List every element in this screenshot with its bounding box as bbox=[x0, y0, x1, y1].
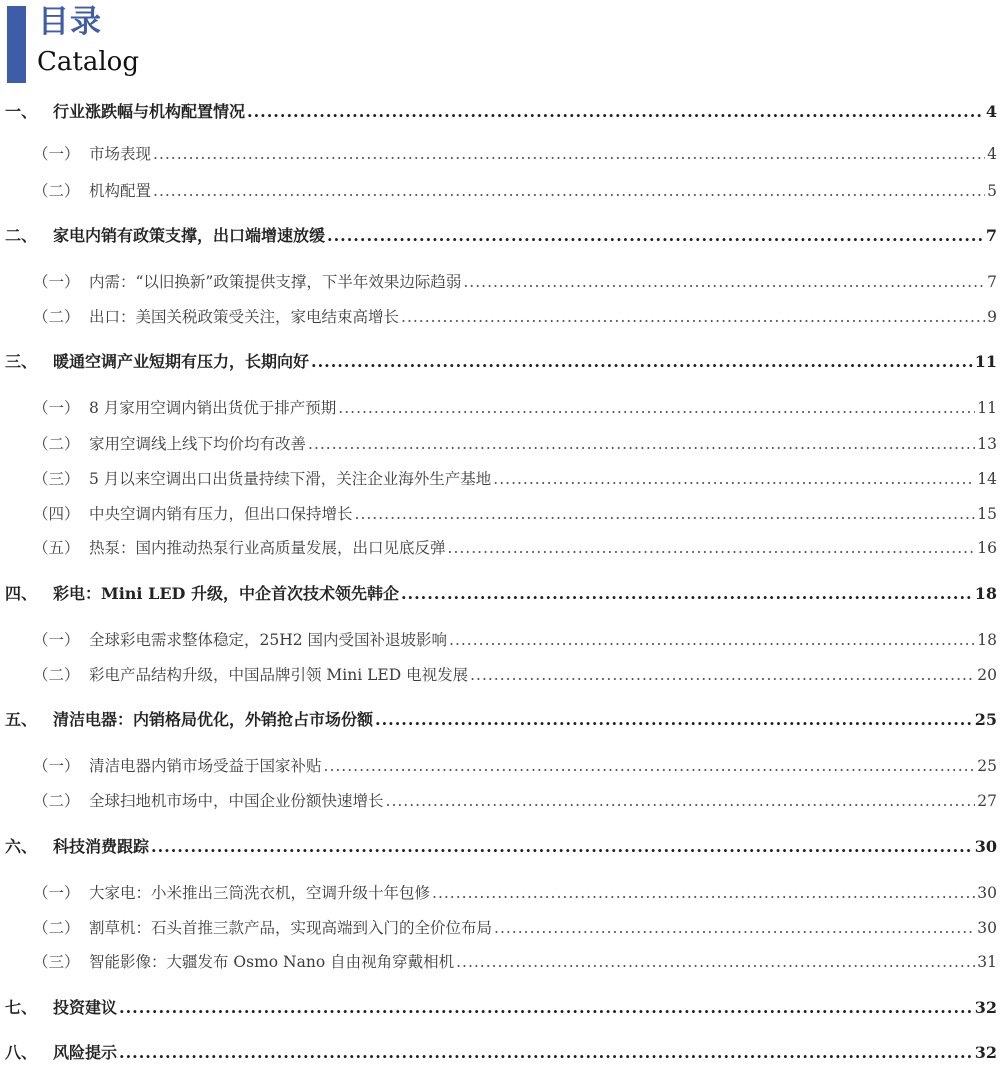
toc-entry-number: （二） bbox=[33, 792, 80, 810]
toc-entry-number: 七、 bbox=[5, 998, 38, 1017]
toc-entry-title: 5 月以来空调出口出货量持续下滑，关注企业海外生产基地 bbox=[89, 470, 492, 488]
toc-entry-title: 科技消费跟踪 bbox=[53, 837, 150, 856]
title-chinese: 目录 bbox=[38, 4, 102, 40]
toc-entry-title: 智能影像：大疆发布 Osmo Nano 自由视角穿戴相机 bbox=[89, 953, 455, 971]
toc-dot-leader bbox=[456, 951, 975, 973]
toc-dot-leader bbox=[449, 629, 975, 651]
toc-section-entry[interactable] bbox=[0, 951, 997, 973]
toc-dot-leader bbox=[151, 836, 973, 858]
toc-section-entry[interactable] bbox=[0, 917, 997, 939]
toc-page-number: 30 bbox=[974, 837, 997, 856]
toc-entry-title: 热泵：国内推动热泵行业高质量发展，出口见底反弹 bbox=[89, 539, 446, 557]
toc-entry-title: 中央空调内销有压力，但出口保持增长 bbox=[89, 505, 353, 523]
toc-page-number: 4 bbox=[985, 102, 997, 121]
toc-dot-leader bbox=[324, 755, 976, 777]
toc-entry-title: 暖通空调产业短期有压力，长期向好 bbox=[53, 352, 310, 371]
toc-dot-leader bbox=[308, 433, 975, 455]
toc-page-number: 18 bbox=[974, 584, 997, 603]
toc-entry-number: （二） bbox=[33, 919, 80, 937]
toc-entry-title: 内需：“以旧换新”政策提供支撑，下半年效果边际趋弱 bbox=[89, 273, 462, 291]
toc-entry-title: 市场表现 bbox=[89, 145, 152, 163]
toc-section-entry[interactable] bbox=[0, 629, 997, 651]
toc-entry-number: 六、 bbox=[5, 837, 38, 856]
toc-entry-number: （一） bbox=[33, 631, 80, 649]
toc-dot-leader bbox=[448, 537, 976, 559]
toc-page-number: 7 bbox=[987, 273, 997, 291]
toc-dot-leader bbox=[153, 180, 985, 202]
toc-entry-number: 一、 bbox=[5, 102, 38, 121]
toc-page-number: 27 bbox=[977, 792, 997, 810]
toc-dot-leader bbox=[463, 271, 985, 293]
toc-page-number: 14 bbox=[977, 470, 997, 488]
toc-entry-number: （一） bbox=[33, 273, 80, 291]
toc-entry-title: 割草机：石头首推三款产品，实现高端到入门的全价位布局 bbox=[89, 919, 493, 937]
toc-section-entry[interactable] bbox=[0, 271, 997, 293]
toc-entry-number: （二） bbox=[33, 435, 80, 453]
toc-page-number: 25 bbox=[977, 757, 997, 775]
toc-page-number: 13 bbox=[977, 435, 997, 453]
toc-chapter-entry[interactable] bbox=[0, 101, 997, 123]
toc-entry-title: 家用空调线上线下均价均有改善 bbox=[89, 435, 307, 453]
toc-dot-leader bbox=[432, 882, 975, 904]
toc-entry-title: 机构配置 bbox=[89, 182, 152, 200]
toc-entry-number: 五、 bbox=[5, 710, 38, 729]
toc-page-number: 5 bbox=[987, 182, 997, 200]
toc-page-number: 20 bbox=[977, 666, 997, 684]
toc-section-entry[interactable] bbox=[0, 433, 997, 455]
toc-page-number: 9 bbox=[987, 308, 997, 326]
toc-page-number: 4 bbox=[987, 145, 997, 163]
toc-entry-title: 家电内销有政策支撑，出口端增速放缓 bbox=[53, 226, 326, 245]
toc-entry-title: 行业涨跌幅与机构配置情况 bbox=[53, 102, 246, 121]
toc-page-number: 18 bbox=[977, 631, 997, 649]
toc-section-entry[interactable] bbox=[0, 537, 997, 559]
toc-page-number: 11 bbox=[977, 399, 997, 417]
toc-page-number: 16 bbox=[977, 539, 997, 557]
toc-chapter-entry[interactable] bbox=[0, 709, 997, 731]
toc-page-number: 32 bbox=[974, 1043, 997, 1062]
toc-dot-leader bbox=[470, 664, 975, 686]
toc-dot-leader bbox=[386, 790, 976, 812]
toc-entry-title: 投资建议 bbox=[53, 998, 118, 1017]
toc-chapter-entry[interactable] bbox=[0, 351, 997, 373]
toc-page-number: 30 bbox=[977, 919, 997, 937]
toc-entry-title: 全球扫地机市场中，中国企业份额快速增长 bbox=[89, 792, 384, 810]
toc-entry-number: （一） bbox=[33, 884, 80, 902]
toc-chapter-entry[interactable] bbox=[0, 583, 997, 605]
toc-entry-number: 八、 bbox=[5, 1043, 38, 1062]
toc-entry-number: 四、 bbox=[5, 584, 38, 603]
toc-chapter-entry[interactable] bbox=[0, 1042, 997, 1064]
toc-entry-number: （三） bbox=[33, 470, 80, 488]
toc-entry-number: 三、 bbox=[5, 352, 38, 371]
title-english: Catalog bbox=[37, 47, 139, 77]
toc-section-entry[interactable] bbox=[0, 503, 997, 525]
toc-dot-leader bbox=[355, 503, 976, 525]
toc-dot-leader bbox=[153, 143, 985, 165]
toc-entry-number: （四） bbox=[33, 505, 80, 523]
toc-chapter-entry[interactable] bbox=[0, 225, 997, 247]
toc-dot-leader bbox=[311, 351, 973, 373]
toc-entry-title: 出口：美国关税政策受关注，家电结束高增长 bbox=[89, 308, 400, 326]
toc-page-number: 30 bbox=[977, 884, 997, 902]
toc-section-entry[interactable] bbox=[0, 755, 997, 777]
toc-entry-title: 彩电产品结构升级，中国品牌引领 Mini LED 电视发展 bbox=[89, 666, 469, 684]
toc-section-entry[interactable] bbox=[0, 468, 997, 490]
toc-entry-number: （二） bbox=[33, 308, 80, 326]
catalog-header bbox=[7, 6, 407, 84]
toc-page-number: 31 bbox=[977, 953, 997, 971]
toc-entry-number: （二） bbox=[33, 182, 80, 200]
toc-entry-number: 二、 bbox=[5, 226, 38, 245]
toc-chapter-entry[interactable] bbox=[0, 997, 997, 1019]
toc-entry-title: 风险提示 bbox=[53, 1043, 118, 1062]
toc-section-entry[interactable] bbox=[0, 790, 997, 812]
toc-dot-leader bbox=[338, 397, 975, 419]
toc-dot-leader bbox=[375, 709, 973, 731]
toc-section-entry[interactable] bbox=[0, 397, 997, 419]
header-accent-bar bbox=[7, 6, 26, 83]
toc-page-number: 7 bbox=[985, 226, 997, 245]
toc-entry-number: （一） bbox=[33, 399, 80, 417]
toc-entry-title: 清洁电器：内销格局优化，外销抢占市场份额 bbox=[53, 710, 374, 729]
toc-dot-leader bbox=[401, 306, 985, 328]
toc-dot-leader bbox=[493, 468, 975, 490]
toc-dot-leader bbox=[327, 225, 984, 247]
toc-page-number: 15 bbox=[977, 505, 997, 523]
toc-section-entry[interactable] bbox=[0, 143, 997, 165]
toc-section-entry[interactable] bbox=[0, 882, 997, 904]
toc-entry-number: （五） bbox=[33, 539, 80, 557]
toc-entry-number: （二） bbox=[33, 666, 80, 684]
toc-page-number: 11 bbox=[974, 352, 997, 371]
toc-dot-leader bbox=[494, 917, 975, 939]
toc-chapter-entry[interactable] bbox=[0, 836, 997, 858]
toc-entry-title: 彩电：Mini LED 升级，中企首次技术领先韩企 bbox=[53, 584, 399, 603]
toc-section-entry[interactable] bbox=[0, 180, 997, 202]
toc-dot-leader bbox=[119, 1042, 973, 1064]
toc-dot-leader bbox=[119, 997, 973, 1019]
toc-dot-leader bbox=[247, 101, 984, 123]
toc-section-entry[interactable] bbox=[0, 664, 997, 686]
toc-entry-number: （三） bbox=[33, 953, 80, 971]
toc-entry-title: 8 月家用空调内销出货优于排产预期 bbox=[89, 399, 337, 417]
toc-dot-leader bbox=[401, 583, 973, 605]
toc-entry-title: 全球彩电需求整体稳定，25H2 国内受国补退坡影响 bbox=[89, 631, 448, 649]
toc-page-number: 25 bbox=[974, 710, 997, 729]
toc-section-entry[interactable] bbox=[0, 306, 997, 328]
toc-page-number: 32 bbox=[974, 998, 997, 1017]
toc-entry-number: （一） bbox=[33, 757, 80, 775]
toc-entry-number: （一） bbox=[33, 145, 80, 163]
toc-entry-title: 大家电：小米推出三筒洗衣机，空调升级十年包修 bbox=[89, 884, 431, 902]
toc-entry-title: 清洁电器内销市场受益于国家补贴 bbox=[89, 757, 322, 775]
